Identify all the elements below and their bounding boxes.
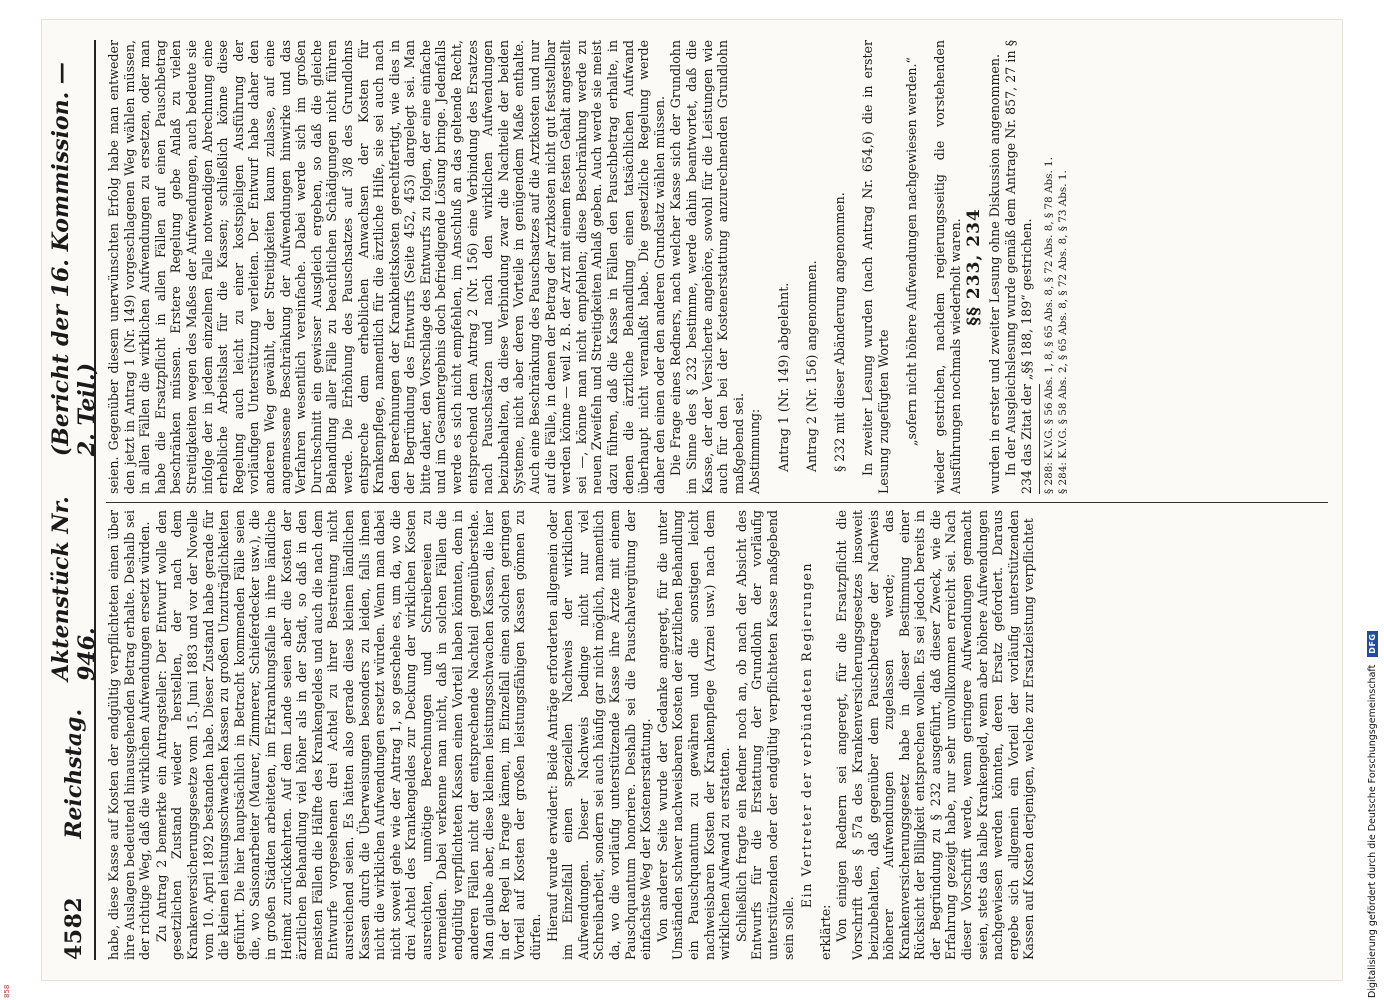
edge-mark-text: 858 [3, 984, 11, 998]
credit-text: Digitalisierung gefördert durch die Deutsche Forschungsgemeinschaft [1366, 664, 1378, 998]
footnote: § 288: K.V.G. § 56 Abs. 1, 8, § 65 Abs. 8, § 72 Abs. 8, § 78 Abs. 1. [1042, 157, 1055, 494]
paragraph: Zu Antrag 2 bemerkte ein Antragsteller: Der Entwurf wolle den gesetzlichen Zustand wieder herstellen, der nach dem Krankenversicherungsgesetze vom 15. Juni 1883 und vor der Novelle vom 10. April 1892 bestanden habe. Dieser Zustand habe gerade für die kleinen leistungsschwachen Kassen zu großen Unzuträglichkeiten geführt. Die hier hauptsächlich in Betracht kommenden Fälle seien die, wo Saisonarbeiter (Maurer, Zimmerer, Schieferdecker usw.), die in großen Städten arbeiteten, im Erkrankungsfalle in ihre ländliche Heimat zurückkehrten. Auf dem Lande seien aber die Kosten der ärztlichen Behandlung viel höher als in der Stadt, so daß in den meisten Fällen die Hälfte des Krankengeldes und auch die nach dem Entwurfe vorgesehenen drei Achtel zu ihrer Bestreitung nicht ausreichend seien. Es hätten also gerade diese kleinen ländlichen Kassen durch die Überweisungen besonders zu leiden, falls ihnen nicht die wirklichen Aufwendungen ersetzt würden. Wenn man dabei nicht soweit gehe wie der Antrag 1, so geschehe es, um da, wo die drei Achtel des Krankengeldes zur Deckung der wirklichen Kosten ausreichten, unnötige Berechnungen und Schreibereien zu vermeiden. Dabei verkenne man nicht, daß in solchen Fällen die endgültig verpflichteten Kassen einen Vorteil haben könnten, dem in anderen Fällen nicht der entsprechende Nachteil gegenüberstehe. Man glaube aber, diese kleinen leistungsschwachen Kassen, die hier in der Regel in Frage kämen, im Einzelfall einen solchen geringen Vorteil auf Kosten der großen leistungsfähigen Kassen gönnen zu dürfen. [153, 510, 544, 960]
paragraph: In der Ausgleichslesung wurde gemäß dem Antrage Nr. 857, 27 in § 234 das Zitat der „§§ 188, 189“ gestrichen. [1003, 40, 1035, 494]
vote-result-line: wurden in erster und zweiter Lesung ohne Diskussion angenommen. [986, 54, 1002, 494]
speaker-heading: Ein Vertreter der verbündeten Regierungen [799, 561, 815, 909]
dfg-logo: DFG [1367, 631, 1378, 657]
column-divider [106, 502, 1328, 503]
vote-result-line: Antrag 2 (Nr. 156) angenommen. [803, 260, 819, 472]
paragraph: In zweiter Lesung wurden (nach Antrag Nr. 654,6) die in erster Lesung zugefügten Worte [860, 40, 891, 494]
vote-result-line: seien. Gegenüber diesem unerwünschten Erfolg habe man entweder den jetzt in Antrag 1 (Nr. 149) vorgeschlagenen Weg wählen müssen, in allen Fällen die wirklichen Aufwendungen zu ersetzen, oder man habe die Ersatzpflicht in allen Fällen auf einen Pauschbetrag beschränken müssen. Erstere Regelung gebe Anlaß zu vielen Streitigkeiten wegen des Maßes der Aufwendungen, auch bedeute sie infolge der in jedem einzelnen Falle notwendigen Abrechnung eine erhebliche Arbeitslast für die Kassen; schließlich könne diese Regelung auch leicht zu einer kostspieligen Ausführung der vorläufigen Unterstützung verleiten. Der Entwurf habe daher den anderen Weg gewählt, der Streitigkeiten kaum zulasse, auf eine angemessene Beschränkung der Aufwendungen hinwirke und das Verfahren wesentlich vereinfache. Dabei werde sich im großen Durchschnitt ein gewisser Ausgleich ergeben, so daß die gleiche Behandlung aller Fälle zu beachtlichen Schädigungen nicht führen werde. Die Erhöhung des Pauschsatzes auf 3/8 des Grundlohns entspreche dem erheblichen Anwachsen der Kosten für Krankenpflege, namentlich für die ärztliche Hilfe, sie sei auch nach den Berechnungen der Krankheitskosten gerechtfertigt, wie dies in der Begründung des Entwurfs (Seite 452, 453) dargelegt sei. Man bitte daher, den Vorschlage des Entwurfs zu folgen, der eine einfache und im Gesamtergebnis doch befriedigende Lösung bringe. Jedenfalls werde es sich nicht empfehlen, im Anschluß an das geltende Recht, entsprechend dem Antrag 2 (Nr. 156) eine Verbindung des Ersatzes nach Pauschsätzen und nach den wirklichen Aufwendungen beizubehalten, da diese Verbindung zwar die Nachteile der beiden Systeme, nicht aber deren Vorteile in genügendem Maße enthalte. Auch eine Beschränkung des Pauschsatzes auf die Arztkosten und nur auf die Fälle, in denen der Betrag der Arztkosten nicht gut feststellbar werden könne — weil z. B. der Arzt mit einem festen Gehalt angestellt sei —, könne man nicht empfehlen; diese Beschränkung werde zu neuen Zweifeln und Streitigkeiten Anlaß geben. Auch werde sie meist dazu führen, daß die Kasse in Fällen den Pauschbetrag erhalte, in denen die ärztliche Behandlung einen tatsächlichen Aufwand überhaupt nicht veranlaßt habe. Die gesetzliche Regelung werde daher den einen oder den anderen Grundsatz wählen müssen. [106, 40, 667, 494]
vote-result-line: habe, diese Kasse auf Kosten der endgültig verpflichteten einen über ihre Auslagen bedeutend hinausgehenden Betrag erhalte. Deshalb sei der richtige Weg, daß die wirklichen Aufwendungen ersetzt würden. [106, 510, 153, 960]
text-column-right [106, 40, 1328, 494]
paragraph: Schließlich fragte ein Redner noch an, ob nach der Absicht des Entwurfs für die Erstattung der Grundlohn der vorläufig unterstützenden oder der endgültig verpflichteten Kasse maßgebend sein solle. [733, 510, 796, 960]
page-header [48, 40, 100, 960]
section-heading: §§ 233, 234 [964, 208, 985, 326]
vote-result-line: Abstimmung: [747, 408, 763, 494]
scan-edge-mark [3, 968, 13, 998]
paragraph: Die Frage eines Redners, nach welcher Kasse sich der Grundlohn im Sinne des § 232 bestimme, werde dahin beantwortet, daß die Kasse, der der Versicherte angehöre, sowohl für die Leistungen wie auch für den bei der Kostenerstattung anzurechnenden Grundlohn maßgebend sei. [668, 40, 746, 494]
vote-result-line: § 232 mit dieser Abänderung angenommen. [831, 192, 847, 472]
paragraph: Von anderer Seite wurde der Gedanke angeregt, für die unter Umständen schwer nachweisbaren Kosten der ärztlichen Behandlung ein Pauschquantum zu gewähren und die sonstigen leicht nachweisbaren Kosten der Krankenpflege (Arznei usw.) nach dem wirklichen Aufwand zu erstatten. [654, 510, 733, 960]
vote-result-line: erklärte: [817, 904, 833, 960]
header-document-number: Aktenstück Nr. 946. [48, 496, 100, 681]
header-report-title: (Bericht der 16. Kommission. — 2. Teil.) [48, 62, 100, 457]
page-number: 4582 [61, 896, 87, 960]
digitization-credit [1362, 4, 1382, 998]
vote-result-line: Antrag 1 (Nr. 149) abgelehnt. [775, 282, 791, 472]
footnote-rule [1039, 384, 1040, 494]
text-column-left [106, 510, 1328, 960]
paragraph: Hierauf wurde erwidert: Beide Anträge erforderten allgemein oder im Einzelfall einen speziellen Nachweis der wirklichen Aufwendungen. Dieser Nachweis bedinge nicht nur viel Schreibarbeit, sondern sei auch häufig gar nicht möglich, namentlich da, wo die vorläufig unterstützende Kasse ihre Ärzte mit einem Pauschquantum honoriere. Deshalb sei die Pauschalvergütung der einfachste Weg der Kostenerstattung. [544, 510, 654, 960]
header-publication: Reichstag. [61, 708, 87, 839]
paragraph: Von einigen Rednern sei angeregt, für die Ersatzpflicht die Vorschrift des § 57a des Krankenversicherungsgesetzes insoweit beizubehalten, daß gegenüber dem Pauschbetrage der Nachweis höherer Aufwendungen zugelassen werde; das Krankenversicherungsgesetz habe in dieser Bestimmung einer Rücksicht der Billigkeit entsprechen wollen. Es sei jedoch bereits in der Begründung zu § 232 ausgeführt, daß dieser Zweck, wie die Erfahrung gezeigt habe, nur sehr unvollkommen erreicht sei. Nach dieser Vorschrift werde, wenn geringere Aufwendungen gemacht seien, stets das halbe Krankengeld, wenn aber höhere Aufwendungen nachgewiesen werden könnten, deren Ersatz gefordert. Daraus ergebe sich allgemein ein Vorteil der vorläufig unterstützenden Kassen auf Kosten derjenigen, welche zur Ersatzleistung verpflichtet [834, 510, 1037, 960]
document-page [42, 20, 1342, 980]
vote-result-line: wieder gestrichen, nachdem regierungsseitig die vorstehenden Ausführungen nochmals wiederholt waren. [932, 40, 963, 494]
vote-result-line: „sofern nicht höhere Aufwendungen nachgewiesen werden.“ [903, 57, 919, 446]
footnote: § 284: K.V.G. § 58 Abs. 2, § 65 Abs. 8, § 72 Abs. 8, § 73 Abs. 1. [1056, 170, 1069, 494]
